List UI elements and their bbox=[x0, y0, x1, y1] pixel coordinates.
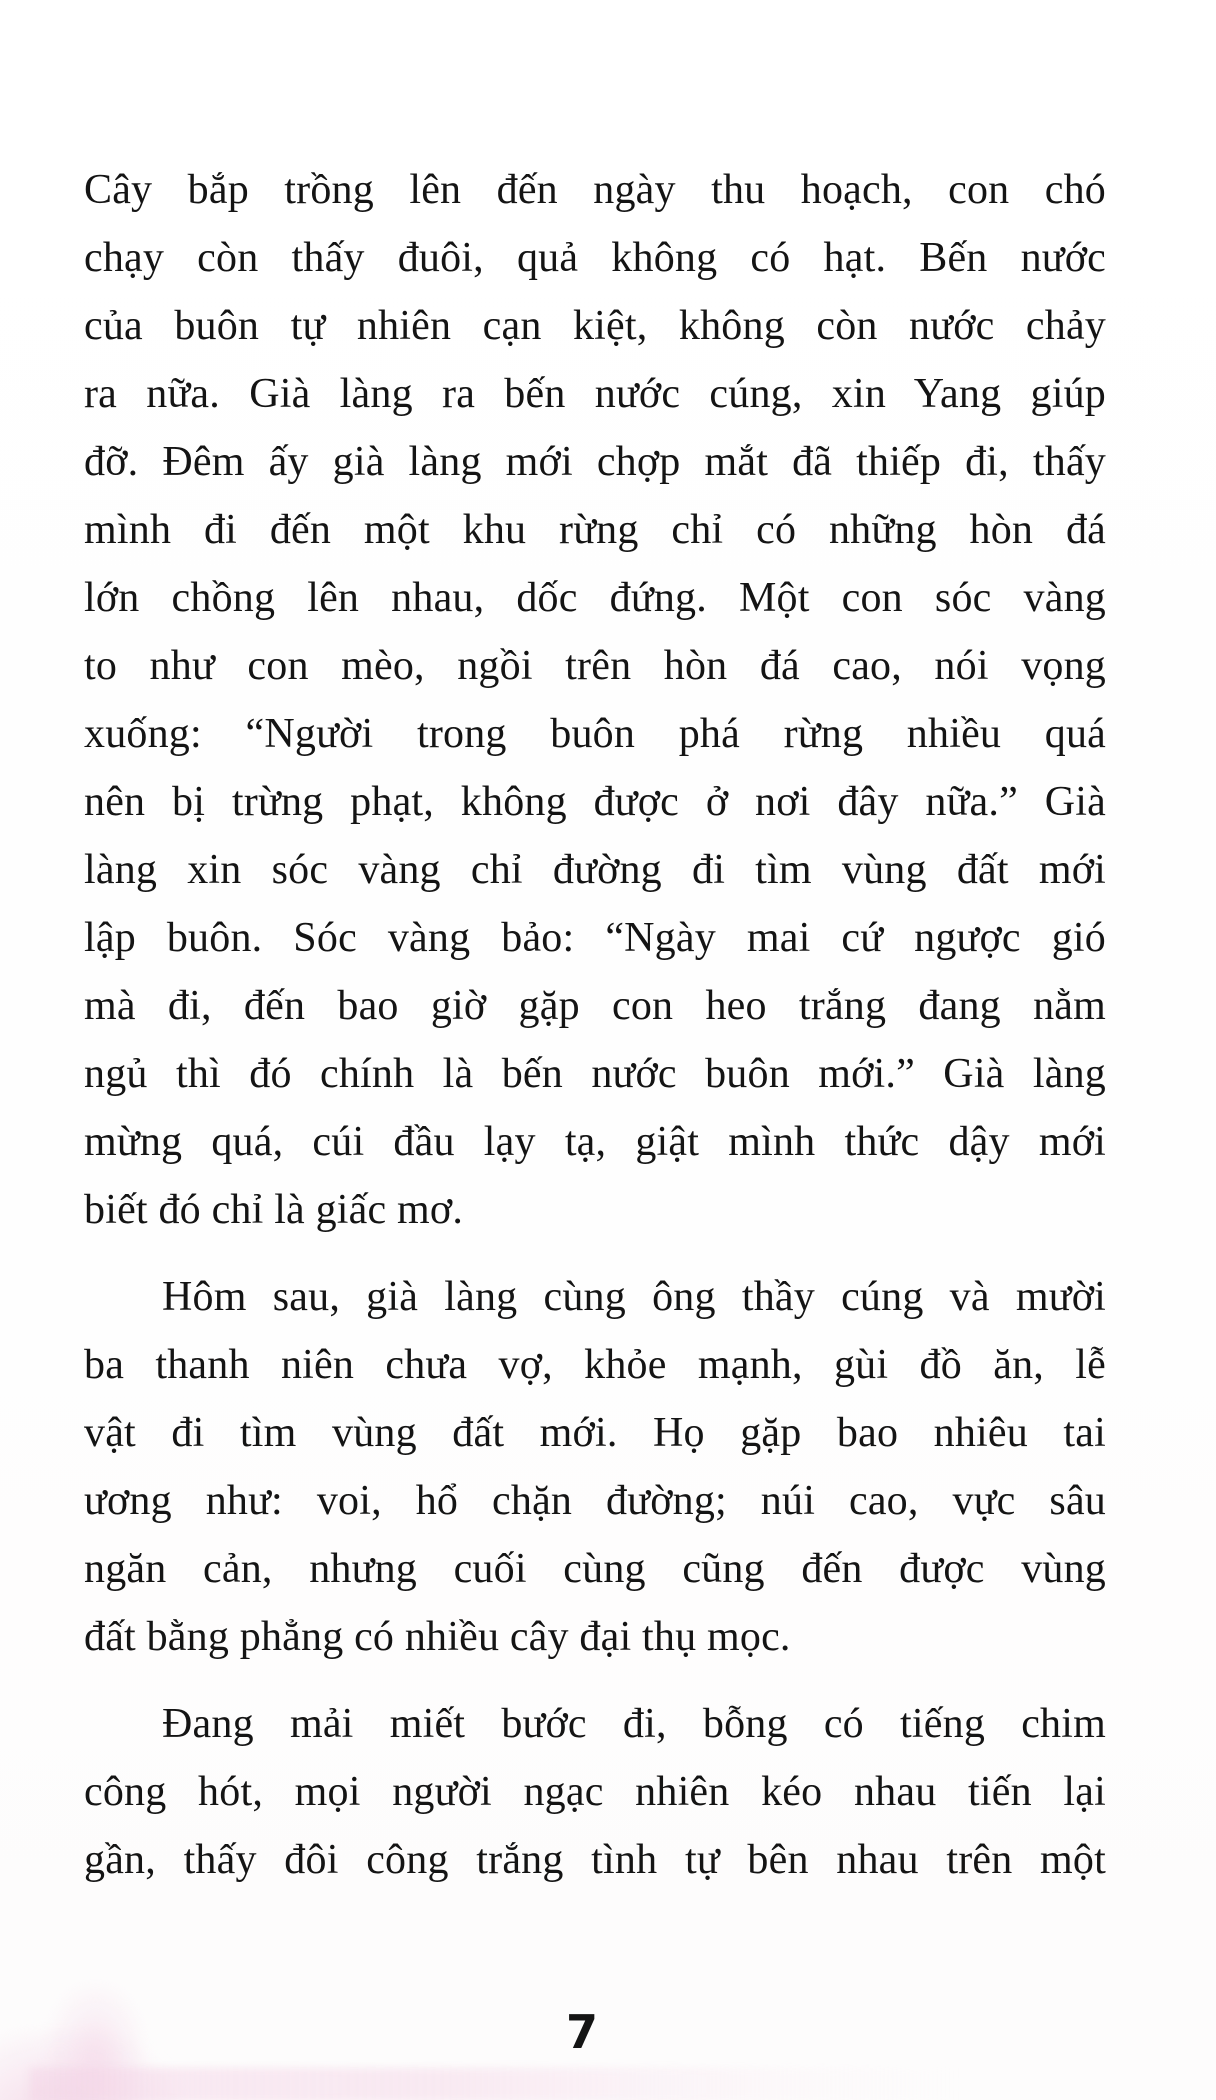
pink-stain-band bbox=[30, 2068, 960, 2100]
text-line: ngăn cản, nhưng cuối cùng cũng đến được vùng bbox=[84, 1546, 1106, 1592]
text-line: to như con mèo, ngồi trên hòn đá cao, nói vọng bbox=[84, 643, 1106, 689]
body-text bbox=[84, 156, 1106, 1894]
paragraph bbox=[84, 156, 1106, 1244]
text-line: công hót, mọi người ngạc nhiên kéo nhau tiến lại bbox=[84, 1769, 1106, 1815]
text-line: Đang mải miết bước đi, bỗng có tiếng chim bbox=[162, 1701, 1106, 1747]
text-line: ương như: voi, hổ chặn đường; núi cao, vực sâu bbox=[84, 1478, 1106, 1524]
text-line: của buôn tự nhiên cạn kiệt, không còn nước chảy bbox=[84, 303, 1106, 349]
text-line: vật đi tìm vùng đất mới. Họ gặp bao nhiêu tai bbox=[84, 1410, 1106, 1456]
text-line: nên bị trừng phạt, không được ở nơi đây nữa.” Già bbox=[84, 779, 1106, 825]
text-line: mình đi đến một khu rừng chỉ có những hòn đá bbox=[84, 507, 1106, 553]
text-line: gần, thấy đôi công trắng tình tự bên nhau trên một bbox=[84, 1837, 1106, 1883]
paragraph bbox=[84, 1263, 1106, 1671]
text-line: lớn chồng lên nhau, dốc đứng. Một con sóc vàng bbox=[84, 575, 1106, 621]
page-number: 7 bbox=[565, 2005, 598, 2059]
text-line: xuống: “Người trong buôn phá rừng nhiều quá bbox=[84, 711, 1106, 757]
text-line: biết đó chỉ là giấc mơ. bbox=[84, 1187, 464, 1233]
text-line: ngủ thì đó chính là bến nước buôn mới.” Già làng bbox=[84, 1051, 1106, 1097]
text-line: đỡ. Đêm ấy già làng mới chợp mắt đã thiếp đi, thấy bbox=[84, 439, 1106, 485]
paragraph bbox=[84, 1690, 1106, 1894]
text-line: mừng quá, cúi đầu lạy tạ, giật mình thức dậy mới bbox=[84, 1119, 1106, 1165]
text-line: chạy còn thấy đuôi, quả không có hạt. Bến nước bbox=[84, 235, 1106, 281]
text-line: đất bằng phẳng có nhiều cây đại thụ mọc. bbox=[84, 1614, 791, 1660]
text-line: Hôm sau, già làng cùng ông thầy cúng và mười bbox=[162, 1274, 1106, 1320]
text-line: mà đi, đến bao giờ gặp con heo trắng đang nằm bbox=[84, 983, 1106, 1029]
text-line: ba thanh niên chưa vợ, khỏe mạnh, gùi đồ ăn, lễ bbox=[84, 1342, 1106, 1388]
text-line: lập buôn. Sóc vàng bảo: “Ngày mai cứ ngược gió bbox=[84, 915, 1106, 961]
text-line: làng xin sóc vàng chỉ đường đi tìm vùng đất mới bbox=[84, 847, 1106, 893]
text-line: ra nữa. Già làng ra bến nước cúng, xin Yang giúp bbox=[84, 371, 1106, 417]
text-line: Cây bắp trồng lên đến ngày thu hoạch, con chó bbox=[84, 167, 1106, 213]
